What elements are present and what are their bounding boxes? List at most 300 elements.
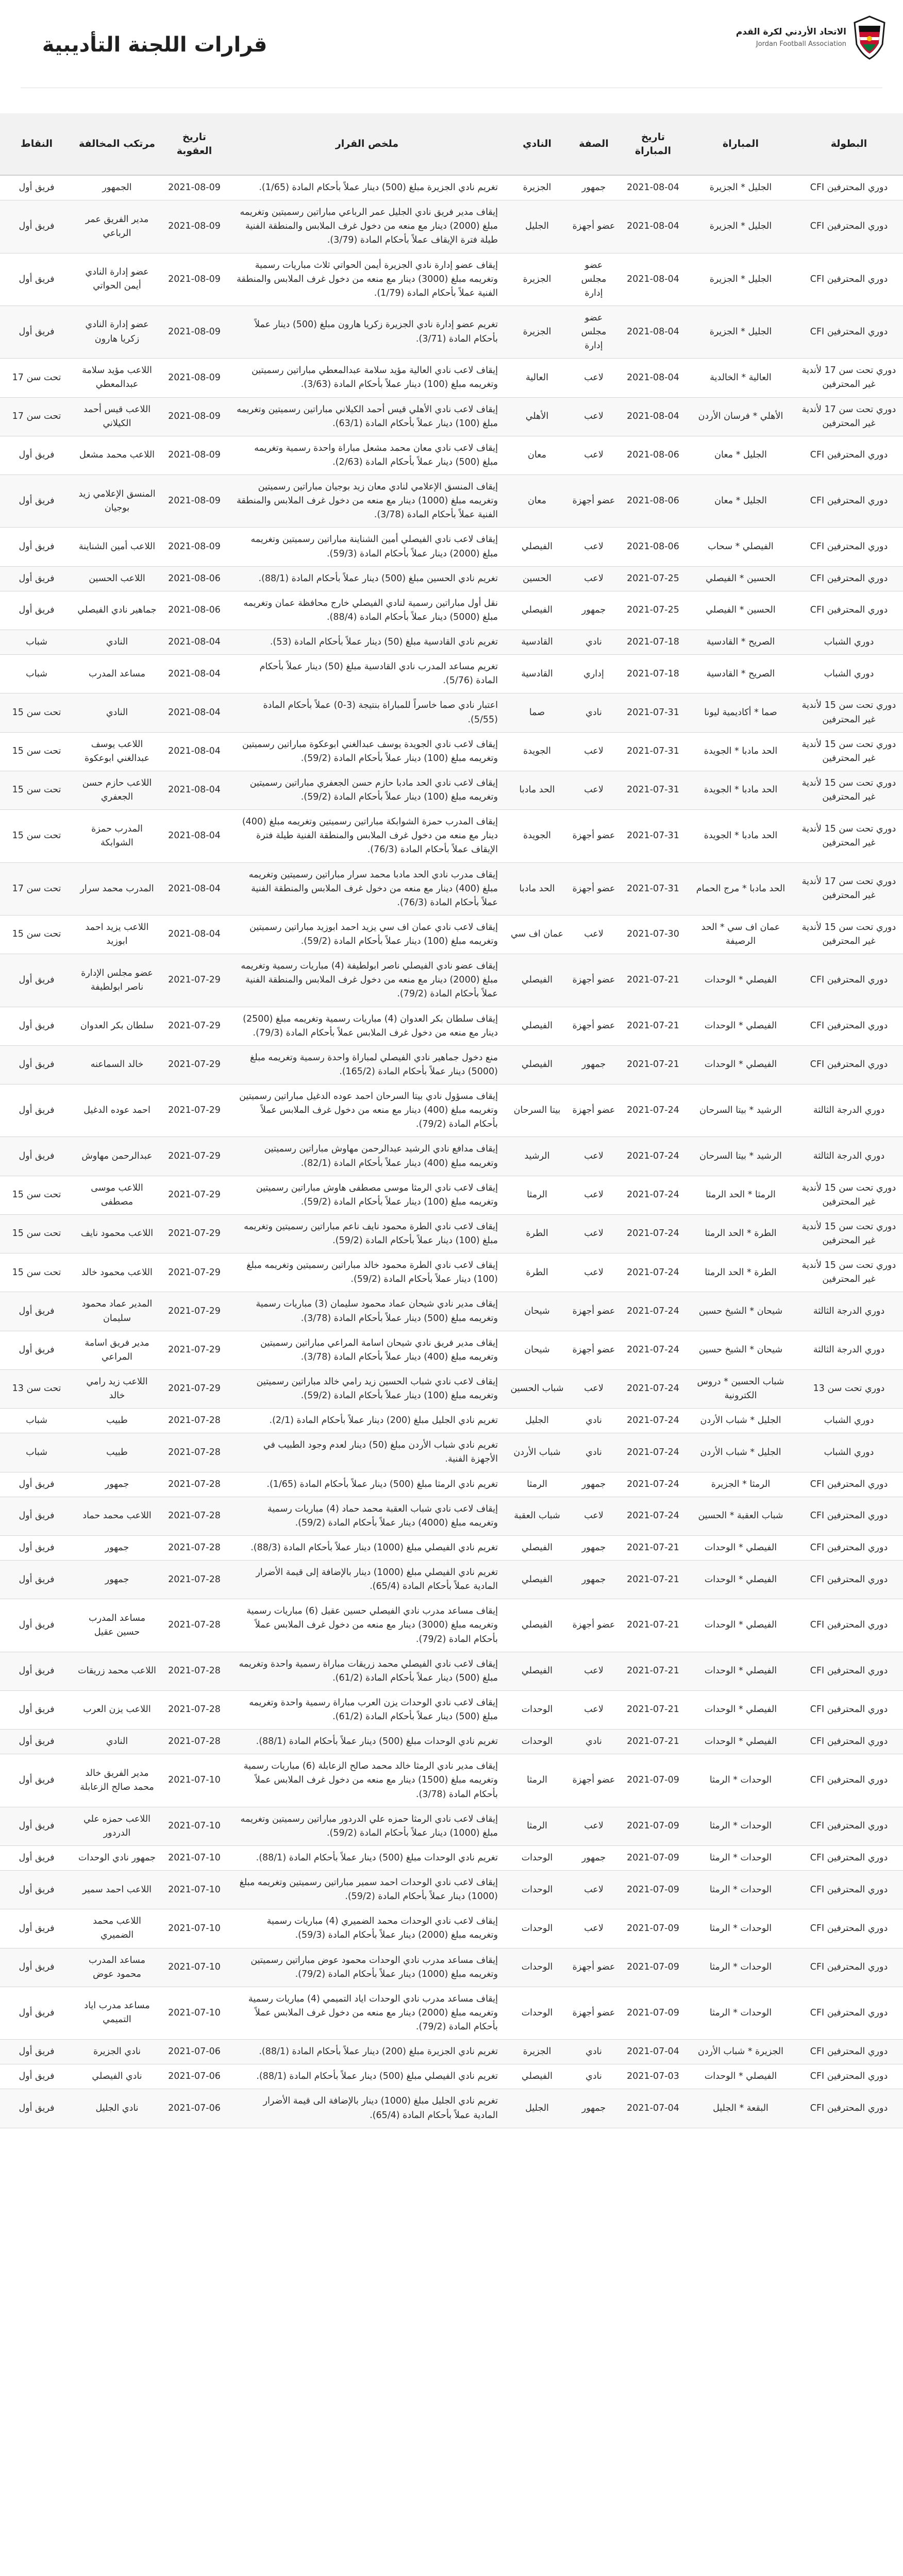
cell-penalty-date: 2021-08-09	[161, 397, 228, 436]
cell-match: الوحدات * الرمثا	[687, 1987, 795, 2039]
cell-offender: النادي	[73, 1730, 161, 1754]
cell-role: لاعب	[568, 1871, 620, 1909]
cell-club: شباب العقبة	[506, 1497, 568, 1535]
cell-category: تحت سن 15	[0, 1214, 73, 1253]
table-row	[0, 732, 903, 771]
cell-penalty-date: 2021-07-29	[161, 1137, 228, 1176]
cell-role: لاعب	[568, 1909, 620, 1948]
cell-match-date: 2021-07-04	[620, 2040, 687, 2064]
cell-match-date: 2021-07-25	[620, 566, 687, 591]
table-row	[0, 359, 903, 397]
cell-match-date: 2021-07-04	[620, 2089, 687, 2128]
cell-match-date: 2021-07-24	[620, 1409, 687, 1433]
cell-championship: دوري المحترفين CFI	[795, 1909, 903, 1948]
table-row	[0, 175, 903, 200]
cell-offender: جمهور	[73, 1535, 161, 1560]
cell-penalty-date: 2021-07-28	[161, 1690, 228, 1729]
cell-match-date: 2021-07-24	[620, 1176, 687, 1214]
table-row	[0, 306, 903, 358]
cell-summary: إيقاف لاعب نادي الأهلي قيس أحمد الكيلاني مباراتين رسميتين وتغريمه مبلغ (100) دينار عملاً بأحكام المادة (63/1).	[228, 397, 506, 436]
table-row	[0, 1409, 903, 1433]
cell-match: الطرة * الحد الرمثا	[687, 1253, 795, 1292]
cell-match-date: 2021-07-31	[620, 771, 687, 809]
cell-match: الحد مادبا * الجويدة	[687, 732, 795, 771]
cell-penalty-date: 2021-07-28	[161, 1652, 228, 1690]
table-row	[0, 397, 903, 436]
cell-penalty-date: 2021-08-04	[161, 655, 228, 693]
cell-category: تحت سن 15	[0, 915, 73, 954]
cell-category: فريق أول	[0, 253, 73, 306]
cell-championship: دوري تحت سن 15 لأندية غير المحترفين	[795, 1214, 903, 1253]
cell-championship: دوري المحترفين CFI	[795, 1807, 903, 1845]
cell-match-date: 2021-07-09	[620, 1807, 687, 1845]
cell-club: الحد مادبا	[506, 862, 568, 915]
cell-club: الفيصلي	[506, 1535, 568, 1560]
cell-summary: إيقاف عضو نادي الفيصلي ناصر ابولطيفة (4) مباريات رسمية وتغريمه مبلغ (2000) دينار مع منعه من دخول غرف الملابس والمنطقة الفنية عملاً بأحكام المادة (79/2).	[228, 954, 506, 1007]
cell-offender: اللاعب محمد زريقات	[73, 1652, 161, 1690]
table-header	[0, 113, 903, 175]
cell-match: الوحدات * الرمثا	[687, 1807, 795, 1845]
cell-offender: اللاعب حازم حسن الجعفري	[73, 771, 161, 809]
cell-category: فريق أول	[0, 436, 73, 474]
cell-role: عضو أجهزة	[568, 810, 620, 862]
table-row	[0, 810, 903, 862]
table-row	[0, 630, 903, 655]
cell-summary: تغريم نادي الوحدات مبلغ (500) دينار عملاً بأحكام المادة (88/1).	[228, 1730, 506, 1754]
cell-role: عضو أجهزة	[568, 1754, 620, 1807]
logo-text-arabic: الاتحاد الأردني لكرة القدم	[735, 27, 846, 37]
cell-penalty-date: 2021-08-04	[161, 630, 228, 655]
cell-match: الفيصلي * الوحدات	[687, 954, 795, 1007]
cell-club: الطرة	[506, 1253, 568, 1292]
table-row	[0, 655, 903, 693]
cell-match-date: 2021-07-18	[620, 655, 687, 693]
table-row	[0, 1497, 903, 1535]
cell-role: عضو أجهزة	[568, 1599, 620, 1652]
cell-offender: نادي الجزيرة	[73, 2040, 161, 2064]
cell-role: عضو أجهزة	[568, 954, 620, 1007]
cell-summary: إيقاف مدير نادي الرمثا خالد محمد صالح الزعابلة (6) مباريات رسمية وتغريمه مبلغ (1500) دينار مع منعه من دخول غرف الملابس عملاً بأحكام المادة (3/78).	[228, 1754, 506, 1807]
cell-club: الوحدات	[506, 1871, 568, 1909]
cell-offender: مساعد المدرب	[73, 655, 161, 693]
cell-penalty-date: 2021-07-28	[161, 1599, 228, 1652]
page-title: قرارات اللجنة التأديبية	[42, 33, 267, 57]
cell-match-date: 2021-07-21	[620, 1535, 687, 1560]
cell-offender: طبيب	[73, 1433, 161, 1472]
table-row	[0, 1754, 903, 1807]
cell-category: فريق أول	[0, 175, 73, 200]
cell-club: صما	[506, 693, 568, 732]
cell-role: لاعب	[568, 915, 620, 954]
cell-offender: اللاعب يزيد احمد ابوزيد	[73, 915, 161, 954]
cell-match-date: 2021-08-06	[620, 528, 687, 566]
cell-role: لاعب	[568, 732, 620, 771]
cell-match-date: 2021-07-21	[620, 1730, 687, 1754]
cell-match: عمان اف سي * الحد الرصيفة	[687, 915, 795, 954]
cell-summary: إيقاف مساعد مدرب نادي الوحدات محمود عوض مباراتين رسميتين وتغريمه مبلغ (1000) دينار عملاً بأحكام المادة (79/2).	[228, 1948, 506, 1987]
cell-category: شباب	[0, 1409, 73, 1433]
table-row	[0, 2064, 903, 2089]
cell-match: الجليل * شباب الأردن	[687, 1409, 795, 1433]
cell-summary: تغريم نادي الجزيرة مبلغ (200) دينار عملاً بأحكام المادة (88/1).	[228, 2040, 506, 2064]
table-row	[0, 1948, 903, 1987]
cell-offender: جمهور نادي الوحدات	[73, 1845, 161, 1870]
cell-category: فريق أول	[0, 1807, 73, 1845]
cell-penalty-date: 2021-08-04	[161, 862, 228, 915]
cell-championship: دوري المحترفين CFI	[795, 306, 903, 358]
cell-category: تحت سن 15	[0, 810, 73, 862]
cell-summary: إيقاف لاعب نادي العالية مؤيد سلامة عبدالمعطي مباراتين رسميتين وتغريمه مبلغ (100) دينار عملاً بأحكام المادة (3/63).	[228, 359, 506, 397]
col-header-penalty-date[interactable]: تاريخ العقوبة	[161, 113, 228, 175]
cell-summary: إيقاف لاعب نادي الفيصلي أمين الشناينة مباراتين رسميتين وتغريمه مبلغ (2000) دينار عملاً بأحكام المادة (59/3).	[228, 528, 506, 566]
cell-summary: منع دخول جماهير نادي الفيصلي لمباراة واحدة رسمية وتغريمه مبلغ (5000) دينار عملاً بأحكام المادة (165/2).	[228, 1045, 506, 1084]
cell-penalty-date: 2021-07-10	[161, 1845, 228, 1870]
cell-offender: مدير الفريق عمر الرباعي	[73, 200, 161, 253]
cell-match: شيحان * الشيخ حسين	[687, 1331, 795, 1369]
cell-offender: مدير الفريق خالد محمد صالح الزعابلة	[73, 1754, 161, 1807]
cell-category: فريق أول	[0, 1754, 73, 1807]
cell-match-date: 2021-07-21	[620, 954, 687, 1007]
cell-summary: تغريم عضو إدارة نادي الجزيرة زكريا هارون مبلغ (500) دينار عملاً بأحكام المادة (3/71).	[228, 306, 506, 358]
cell-club: الفيصلي	[506, 2064, 568, 2089]
cell-penalty-date: 2021-08-06	[161, 591, 228, 630]
cell-championship: دوري المحترفين CFI	[795, 175, 903, 200]
cell-championship: دوري الشباب	[795, 1409, 903, 1433]
cell-club: معان	[506, 475, 568, 528]
cell-offender: الجمهور	[73, 175, 161, 200]
cell-match-date: 2021-07-21	[620, 1045, 687, 1084]
cell-category: فريق أول	[0, 1909, 73, 1948]
cell-club: الفيصلي	[506, 1007, 568, 1045]
table-row	[0, 1214, 903, 1253]
cell-role: نادي	[568, 2040, 620, 2064]
cell-category: فريق أول	[0, 1331, 73, 1369]
cell-summary: إيقاف لاعب نادي الوحدات يزن العرب مباراة رسمية واحدة وتغريمه مبلغ (500) دينار عملاً بأحكام المادة (61/2).	[228, 1690, 506, 1729]
cell-summary: إيقاف لاعب نادي الوحدات محمد الضميري (4) مباريات رسمية وتغريمه مبلغ (2000) دينار عملاً بأحكام المادة (59/3).	[228, 1909, 506, 1948]
cell-offender: اللاعب محمود خالد	[73, 1253, 161, 1292]
cell-summary: تغريم نادي الوحدات مبلغ (500) دينار عملاً بأحكام المادة (88/1).	[228, 1845, 506, 1870]
decisions-table	[0, 113, 903, 2128]
cell-category: تحت سن 15	[0, 693, 73, 732]
table-row	[0, 436, 903, 474]
cell-category: تحت سن 13	[0, 1369, 73, 1408]
cell-category: فريق أول	[0, 2089, 73, 2128]
table-row	[0, 1807, 903, 1845]
cell-category: فريق أول	[0, 2040, 73, 2064]
cell-match-date: 2021-07-24	[620, 1433, 687, 1472]
cell-category: فريق أول	[0, 1987, 73, 2039]
cell-role: لاعب	[568, 1214, 620, 1253]
cell-championship: دوري المحترفين CFI	[795, 1730, 903, 1754]
cell-role: لاعب	[568, 359, 620, 397]
cell-role: عضو أجهزة	[568, 1292, 620, 1331]
table-row	[0, 1369, 903, 1408]
cell-club: الوحدات	[506, 1690, 568, 1729]
cell-role: لاعب	[568, 1652, 620, 1690]
cell-role: لاعب	[568, 436, 620, 474]
cell-summary: إيقاف لاعب نادي عمان اف سي يزيد احمد ابوزيد مباراتين رسميتين وتغريمه مبلغ (100) دينار عملاً بأحكام المادة (59/2).	[228, 915, 506, 954]
cell-match: الفيصلي * الوحدات	[687, 1652, 795, 1690]
cell-match-date: 2021-07-21	[620, 1561, 687, 1599]
cell-role: لاعب	[568, 397, 620, 436]
col-header-match-date[interactable]: تاريخ المباراة	[620, 113, 687, 175]
cell-penalty-date: 2021-07-29	[161, 1045, 228, 1084]
cell-match-date: 2021-07-09	[620, 1754, 687, 1807]
cell-offender: عضو إدارة النادي زكريا هارون	[73, 306, 161, 358]
cell-summary: إيقاف مدير فريق نادي الجليل عمر الرباعي مباراتين رسميتين وتغريمه مبلغ (2000) دينار مع منعه من دخول غرف الملابس والمنطقة الفنية طيلة فترة الإيقاف عملاً بأحكام المادة (3/79).	[228, 200, 506, 253]
col-header-match[interactable]: المباراة	[687, 113, 795, 175]
cell-match: الفيصلي * الوحدات	[687, 1730, 795, 1754]
cell-championship: دوري تحت سن 15 لأندية غير المحترفين	[795, 1176, 903, 1214]
cell-role: عضو مجلس إدارة	[568, 253, 620, 306]
cell-summary: إيقاف عضو إدارة نادي الجزيرة أيمن الحواتي ثلاث مباريات رسمية وتغريمه مبلغ (3000) دينار مع منعه من دخول غرف الملابس والمنطقة الفنية عملاً بأحكام المادة (1/79).	[228, 253, 506, 306]
cell-championship: دوري تحت سن 17 لأندية غير المحترفين	[795, 359, 903, 397]
cell-offender: المنسق الإعلامي زيد بوجيان	[73, 475, 161, 528]
cell-championship: دوري المحترفين CFI	[795, 200, 903, 253]
cell-role: نادي	[568, 1433, 620, 1472]
cell-penalty-date: 2021-07-06	[161, 2064, 228, 2089]
col-header-club[interactable]: النادي	[506, 113, 568, 175]
cell-offender: خالد السماعنه	[73, 1045, 161, 1084]
table-row	[0, 1176, 903, 1214]
cell-championship: دوري المحترفين CFI	[795, 436, 903, 474]
cell-match: الجليل * شباب الأردن	[687, 1433, 795, 1472]
cell-penalty-date: 2021-07-06	[161, 2040, 228, 2064]
cell-offender: مساعد المدرب حسين عقيل	[73, 1599, 161, 1652]
cell-offender: اللاعب يوسف عبدالغني ابوعكوة	[73, 732, 161, 771]
cell-offender: المدرب محمد سرار	[73, 862, 161, 915]
cell-club: الطرة	[506, 1214, 568, 1253]
cell-category: فريق أول	[0, 475, 73, 528]
cell-summary: تغريم نادي الجليل مبلغ (200) دينار عملاً بأحكام المادة (2/1).	[228, 1409, 506, 1433]
cell-match: الحد مادبا * الجويدة	[687, 810, 795, 862]
cell-match-date: 2021-07-21	[620, 1599, 687, 1652]
cell-penalty-date: 2021-07-28	[161, 1561, 228, 1599]
cell-role: لاعب	[568, 1176, 620, 1214]
cell-summary: اعتبار نادي صما خاسراً للمباراة بنتيجة (3-0) عملاً بأحكام المادة (5/55).	[228, 693, 506, 732]
table-row	[0, 1845, 903, 1870]
cell-penalty-date: 2021-07-29	[161, 1214, 228, 1253]
cell-role: نادي	[568, 1409, 620, 1433]
cell-offender: مساعد المدرب محمود عوض	[73, 1948, 161, 1987]
cell-offender: جماهير نادي الفيصلي	[73, 591, 161, 630]
cell-summary: إيقاف المنسق الإعلامي لنادي معان زيد بوجيان مباراتين رسميتين وتغريمه مبلغ (1000) دينار مع منعه من دخول غرف الملابس والمنطقة الفنية عملاً بأحكام المادة (3/78).	[228, 475, 506, 528]
cell-championship: دوري الشباب	[795, 1433, 903, 1472]
cell-category: فريق أول	[0, 1045, 73, 1084]
cell-match-date: 2021-07-18	[620, 630, 687, 655]
cell-championship: دوري المحترفين CFI	[795, 591, 903, 630]
cell-match-date: 2021-07-09	[620, 1987, 687, 2039]
logo-text-english: Jordan Football Association	[756, 40, 846, 48]
cell-championship: دوري تحت سن 17 لأندية غير المحترفين	[795, 862, 903, 915]
cell-penalty-date: 2021-07-29	[161, 1176, 228, 1214]
col-header-category[interactable]: النقاط	[0, 113, 73, 175]
cell-role: جمهور	[568, 175, 620, 200]
cell-role: لاعب	[568, 1690, 620, 1729]
cell-summary: إيقاف لاعب نادي الطرة محمود نايف ناعم مباراتين رسميتين وتغريمه مبلغ (100) دينار عملاً بأحكام المادة (59/2).	[228, 1214, 506, 1253]
cell-summary: إيقاف لاعب نادي الطرة محمود خالد مباراتين رسميتين وتغريمه مبلغ (100) دينار عملاً بأحكام المادة (59/2).	[228, 1253, 506, 1292]
cell-match: الصريح * القادسية	[687, 630, 795, 655]
cell-summary: إيقاف لاعب نادي معان محمد مشعل مباراة واحدة رسمية وتغريمه مبلغ (500) دينار عملاً بأحكام المادة (2/63).	[228, 436, 506, 474]
cell-penalty-date: 2021-07-10	[161, 1754, 228, 1807]
cell-offender: طبيب	[73, 1409, 161, 1433]
cell-club: الجويدة	[506, 810, 568, 862]
cell-match-date: 2021-08-04	[620, 253, 687, 306]
cell-summary: إيقاف لاعب نادي شباب الحسين زيد رامي خالد مباراتين رسميتين وتغريمه مبلغ (100) دينار عملاً بأحكام المادة (59/2).	[228, 1369, 506, 1408]
cell-role: عضو أجهزة	[568, 1007, 620, 1045]
cell-championship: دوري تحت سن 15 لأندية غير المحترفين	[795, 693, 903, 732]
table-row	[0, 2040, 903, 2064]
cell-championship: دوري المحترفين CFI	[795, 1754, 903, 1807]
cell-match-date: 2021-07-03	[620, 2064, 687, 2089]
cell-penalty-date: 2021-07-10	[161, 1909, 228, 1948]
cell-penalty-date: 2021-08-04	[161, 771, 228, 809]
cell-category: تحت سن 17	[0, 397, 73, 436]
cell-role: عضو أجهزة	[568, 1331, 620, 1369]
cell-championship: دوري المحترفين CFI	[795, 1045, 903, 1084]
cell-club: الوحدات	[506, 1987, 568, 2039]
col-header-summary[interactable]: ملخص القرار	[228, 113, 506, 175]
cell-summary: إيقاف لاعب نادي الرمثا حمزه علي الدردور مباراتين رسميتين وتغريمه مبلغ (1000) دينار عملاً بأحكام المادة (59/2).	[228, 1807, 506, 1845]
cell-match: الرمثا * الجزيرة	[687, 1472, 795, 1497]
cell-category: فريق أول	[0, 1599, 73, 1652]
cell-club: الجليل	[506, 2089, 568, 2128]
cell-match-date: 2021-07-24	[620, 1497, 687, 1535]
cell-offender: جمهور	[73, 1561, 161, 1599]
table-row	[0, 1084, 903, 1137]
cell-category: تحت سن 15	[0, 771, 73, 809]
cell-match: شيحان * الشيخ حسين	[687, 1292, 795, 1331]
cell-match: الصريح * القادسية	[687, 655, 795, 693]
cell-championship: دوري المحترفين CFI	[795, 1845, 903, 1870]
cell-penalty-date: 2021-07-28	[161, 1472, 228, 1497]
decisions-table-wrapper	[0, 113, 903, 2128]
cell-role: نادي	[568, 693, 620, 732]
cell-summary: تغريم نادي شباب الأردن مبلغ (50) دينار لعدم وجود الطبيب في الأجهزة الفنية.	[228, 1433, 506, 1472]
cell-category: فريق أول	[0, 1137, 73, 1176]
cell-match: الرشيد * بيتا السرحان	[687, 1137, 795, 1176]
cell-penalty-date: 2021-08-09	[161, 475, 228, 528]
cell-championship: دوري المحترفين CFI	[795, 2040, 903, 2064]
cell-match-date: 2021-07-24	[620, 1137, 687, 1176]
cell-club: العالية	[506, 359, 568, 397]
cell-category: فريق أول	[0, 1535, 73, 1560]
cell-penalty-date: 2021-08-09	[161, 306, 228, 358]
cell-match-date: 2021-07-21	[620, 1007, 687, 1045]
table-row	[0, 200, 903, 253]
cell-match-date: 2021-07-09	[620, 1948, 687, 1987]
col-header-championship[interactable]: البطولة	[795, 113, 903, 175]
cell-category: فريق أول	[0, 1007, 73, 1045]
cell-summary: تغريم نادي الرمثا مبلغ (500) دينار عملاً بأحكام المادة (1/65).	[228, 1472, 506, 1497]
cell-category: فريق أول	[0, 1948, 73, 1987]
cell-club: الحسين	[506, 566, 568, 591]
cell-match-date: 2021-08-04	[620, 359, 687, 397]
cell-category: فريق أول	[0, 1561, 73, 1599]
cell-penalty-date: 2021-08-09	[161, 175, 228, 200]
cell-match: الرمثا * الحد الرمثا	[687, 1176, 795, 1214]
cell-penalty-date: 2021-07-10	[161, 1807, 228, 1845]
cell-summary: تغريم نادي القادسية مبلغ (50) دينار عملاً بأحكام المادة (53).	[228, 630, 506, 655]
cell-role: لاعب	[568, 1137, 620, 1176]
cell-club: بيتا السرحان	[506, 1084, 568, 1137]
cell-match: الفيصلي * الوحدات	[687, 1561, 795, 1599]
table-row	[0, 528, 903, 566]
cell-category: تحت سن 15	[0, 1253, 73, 1292]
cell-club: الوحدات	[506, 1845, 568, 1870]
cell-match: الفيصلي * الوحدات	[687, 1007, 795, 1045]
cell-match: الوحدات * الرمثا	[687, 1754, 795, 1807]
cell-club: الأهلي	[506, 397, 568, 436]
cell-penalty-date: 2021-07-10	[161, 1948, 228, 1987]
cell-club: الفيصلي	[506, 1045, 568, 1084]
cell-role: جمهور	[568, 1472, 620, 1497]
cell-summary: إيقاف مساعد مدرب نادي الفيصلي حسين عقيل (6) مباريات رسمية وتغريمه مبلغ (3000) دينار مع منعه من دخول غرف الملابس عملاً بأحكام المادة (79/2).	[228, 1599, 506, 1652]
cell-penalty-date: 2021-07-29	[161, 1331, 228, 1369]
cell-offender: اللاعب احمد سمير	[73, 1871, 161, 1909]
cell-championship: دوري الدرجة الثالثة	[795, 1084, 903, 1137]
table-row	[0, 1433, 903, 1472]
table-row	[0, 915, 903, 954]
cell-match-date: 2021-07-31	[620, 693, 687, 732]
cell-match-date: 2021-07-24	[620, 1292, 687, 1331]
cell-category: فريق أول	[0, 1292, 73, 1331]
cell-championship: دوري المحترفين CFI	[795, 1561, 903, 1599]
cell-match-date: 2021-07-21	[620, 1652, 687, 1690]
col-header-role[interactable]: الصفة	[568, 113, 620, 175]
cell-club: الرمثا	[506, 1472, 568, 1497]
cell-club: الجزيرة	[506, 2040, 568, 2064]
cell-match: الجليل * معان	[687, 436, 795, 474]
cell-penalty-date: 2021-07-28	[161, 1409, 228, 1433]
cell-offender: المدير عماد محمود سليمان	[73, 1292, 161, 1331]
cell-category: فريق أول	[0, 200, 73, 253]
cell-club: الفيصلي	[506, 1652, 568, 1690]
table-row	[0, 253, 903, 306]
cell-summary: تغريم نادي الجزيرة مبلغ (500) دينار عملاً بأحكام المادة (1/65).	[228, 175, 506, 200]
cell-offender: اللاعب زيد رامي خالد	[73, 1369, 161, 1408]
cell-match-date: 2021-07-24	[620, 1331, 687, 1369]
cell-offender: اللاعب مؤيد سلامة عبدالمعطي	[73, 359, 161, 397]
cell-club: الجويدة	[506, 732, 568, 771]
cell-match-date: 2021-08-04	[620, 397, 687, 436]
cell-penalty-date: 2021-07-28	[161, 1433, 228, 1472]
cell-penalty-date: 2021-07-06	[161, 2089, 228, 2128]
cell-championship: دوري الدرجة الثالثة	[795, 1331, 903, 1369]
cell-summary: إيقاف مدير نادي شيحان عماد محمود سليمان (3) مباريات رسمية وتغريمه مبلغ (500) دينار عملاً بأحكام المادة (3/78).	[228, 1292, 506, 1331]
cell-summary: تغريم مساعد المدرب نادي القادسية مبلغ (50) دينار عملاً بأحكام المادة (5/76).	[228, 655, 506, 693]
table-row	[0, 1561, 903, 1599]
cell-role: عضو أجهزة	[568, 1948, 620, 1987]
cell-club: الوحدات	[506, 1730, 568, 1754]
cell-club: الفيصلي	[506, 1561, 568, 1599]
cell-summary: إيقاف لاعب نادي الرمثا موسى مصطفى هاوش مباراتين رسميتين وتغريمه مبلغ (100) دينار عملاً بأحكام المادة (59/2).	[228, 1176, 506, 1214]
cell-category: فريق أول	[0, 566, 73, 591]
cell-offender: النادي	[73, 630, 161, 655]
cell-match-date: 2021-07-24	[620, 1253, 687, 1292]
cell-category: فريق أول	[0, 1652, 73, 1690]
cell-summary: إيقاف لاعب نادي الوحدات احمد سمير مباراتين رسميتين وتغريمه مبلغ (1000) دينار عملاً بأحكام المادة (59/2).	[228, 1871, 506, 1909]
cell-role: عضو أجهزة	[568, 475, 620, 528]
cell-match-date: 2021-07-31	[620, 810, 687, 862]
col-header-offender[interactable]: مرتكب المخالفة	[73, 113, 161, 175]
cell-summary: إيقاف مدير فريق نادي شيحان اسامة المراعي مباراتين رسميتين وتغريمه مبلغ (400) دينار عملاً بأحكام المادة (3/78).	[228, 1331, 506, 1369]
cell-match: الحد مادبا * مرج الحمام	[687, 862, 795, 915]
cell-role: جمهور	[568, 1845, 620, 1870]
federation-logo-icon	[851, 14, 888, 61]
cell-offender: احمد عوده الدغيل	[73, 1084, 161, 1137]
table-row	[0, 1535, 903, 1560]
